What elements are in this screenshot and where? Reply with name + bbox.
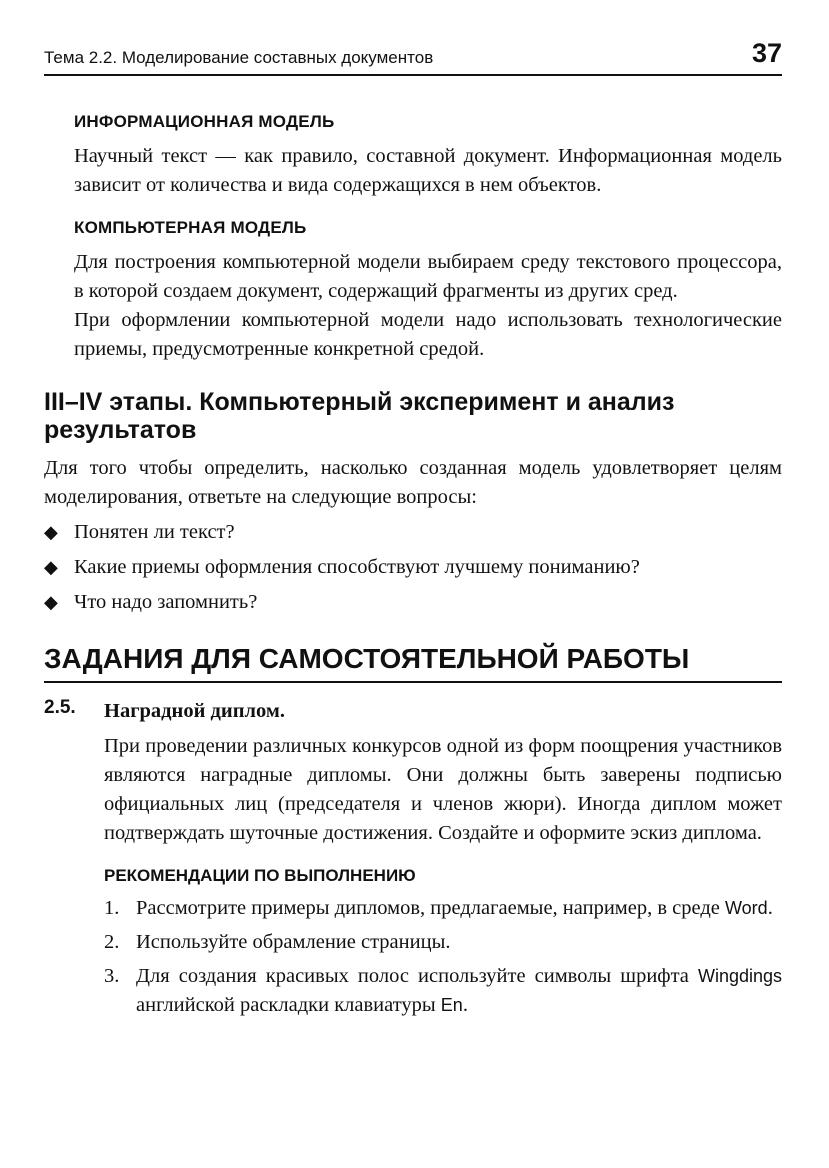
list-item (44, 588, 782, 617)
diamond-bullet-icon: ◆ (44, 592, 58, 612)
list-item (104, 928, 782, 957)
page-number: 37 (751, 38, 782, 68)
step-number: 3. (104, 965, 120, 987)
recommendations-heading: РЕКОМЕНДАЦИИ ПО ВЫПОЛНЕНИЮ (104, 866, 416, 885)
step-text-part: . (462, 994, 468, 1016)
step-text-part: Рассмотрите примеры дипломов, предлагаемые, например, в среде (136, 897, 725, 919)
task-number: 2.5. (44, 697, 76, 718)
recommendations-list (104, 894, 782, 1020)
list-item (104, 894, 782, 923)
computer-model-paragraph-1: Для построения компьютерной модели выбираем среду текстового процессора, в которой создаем документ, содержащий фрагменты из других сред. (74, 251, 782, 302)
step-text (136, 897, 773, 919)
layout-term: En (440, 995, 463, 1015)
step-text: Используйте обрамление страницы. (136, 931, 451, 953)
tasks-title: ЗАДАНИЯ ДЛЯ САМОСТОЯТЕЛЬНОЙ РАБОТЫ (44, 643, 782, 683)
step-number: 2. (104, 931, 120, 953)
questions-list (44, 518, 782, 617)
font-term: Wingdings (697, 966, 782, 986)
step-text (136, 965, 782, 1016)
computer-model-paragraph-2: При оформлении компьютерной модели надо использовать технологические приемы, предусмотренные конкретной средой. (74, 309, 782, 360)
info-model-heading: ИНФОРМАЦИОННАЯ МОДЕЛЬ (74, 112, 335, 131)
step-text-part: Для создания красивых полос используйте символы шрифта (136, 965, 698, 987)
info-model-text: Научный текст — как правило, составной документ. Информационная модель зависит от количества и вида содержащихся в нем объектов. (74, 145, 782, 196)
diamond-bullet-icon: ◆ (44, 557, 58, 577)
step-text-part: . (767, 897, 773, 919)
task-2-5 (44, 697, 782, 848)
diamond-bullet-icon: ◆ (44, 522, 58, 542)
list-item (44, 518, 782, 547)
list-item (44, 553, 782, 582)
question-text: Что надо запомнить? (74, 591, 258, 613)
step-text-part: английской раскладки клавиатуры (136, 994, 441, 1016)
task-title: Наградной диплом. (104, 700, 285, 722)
list-item (104, 962, 782, 1020)
computer-model-heading: КОМПЬЮТЕРНАЯ МОДЕЛЬ (74, 218, 307, 237)
question-text: Какие приемы оформления способствуют лучшему пониманию? (74, 556, 640, 578)
step-number: 1. (104, 897, 120, 919)
header-title: Тема 2.2. Моделирование составных документов (44, 48, 434, 67)
task-body: При проведении различных конкурсов одной из форм поощрения участников являются наградные дипломы. Они должны быть заверены подписью официальных лиц (председателя и членов жюри). Иногда диплом может подтверждать шуточные достижения. Создайте и оформите эскиз диплома. (104, 735, 782, 844)
question-text: Понятен ли текст? (74, 521, 235, 543)
page-content (44, 104, 782, 1025)
stages-title: III–IV этапы. Компьютерный эксперимент и анализ результатов (44, 388, 675, 444)
running-header (44, 36, 782, 76)
software-term: Word (725, 898, 768, 918)
stages-intro: Для того чтобы определить, насколько созданная модель удовлетворяет целям моделирования, ответьте на следующие вопросы: (44, 457, 782, 508)
